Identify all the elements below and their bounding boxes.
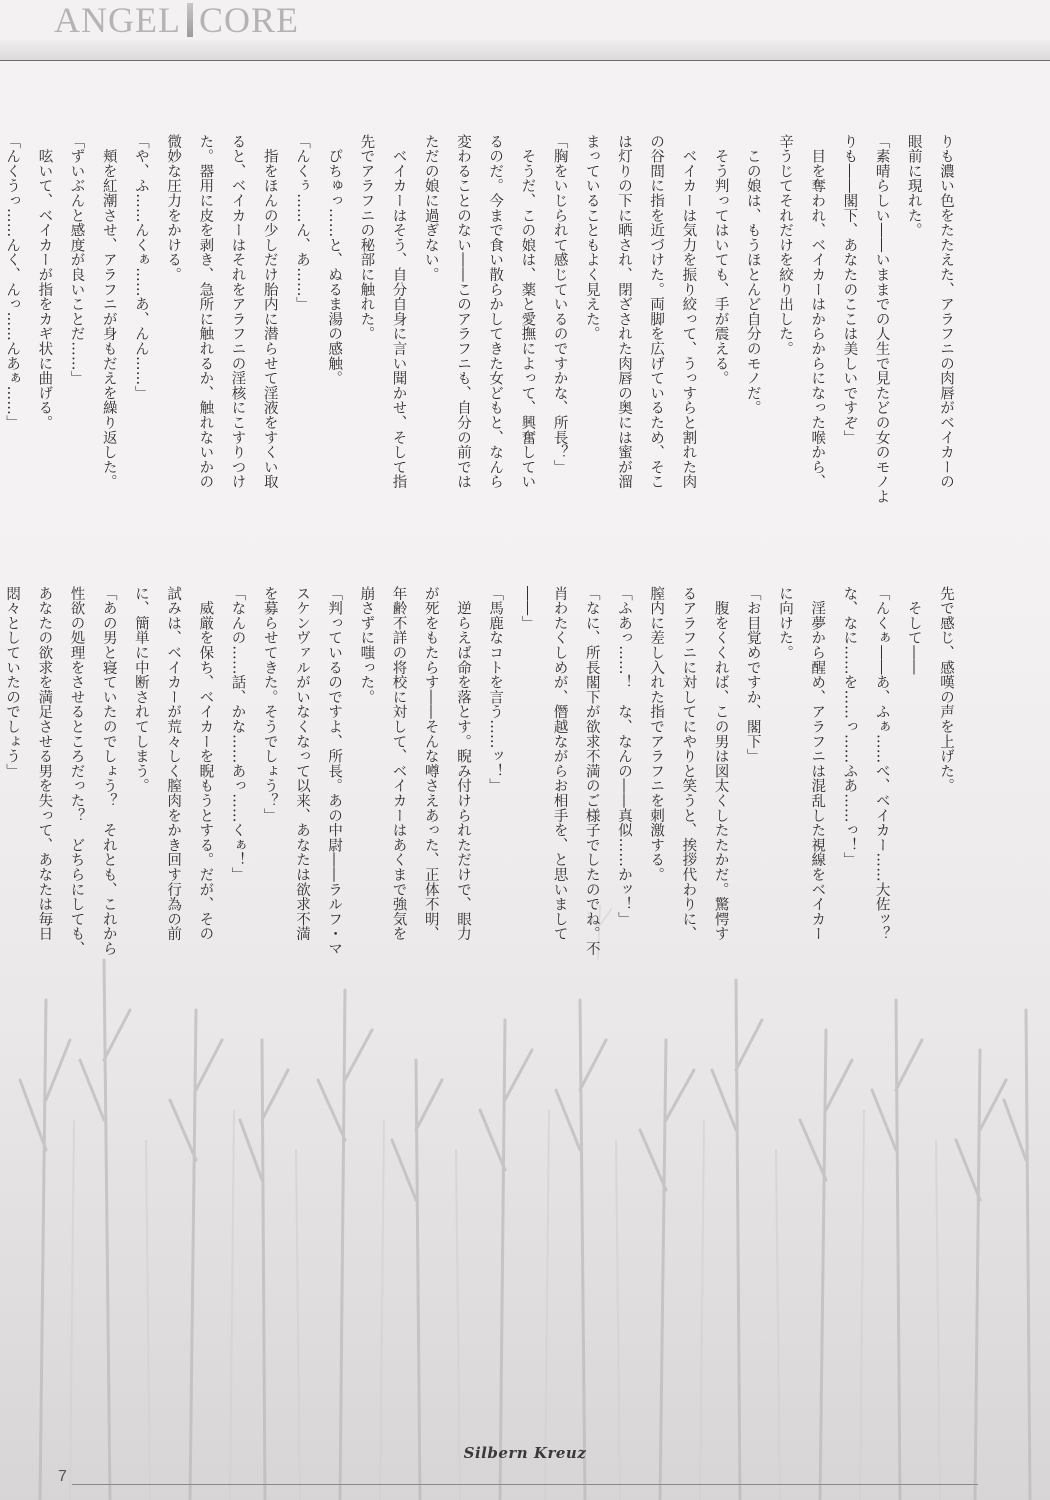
text-column: 「判っているのですよ、所長。あの中尉――ラルフ・マ	[326, 586, 343, 956]
text-column: るのだ。今まで食い散らかしてきた女どもと、なんら	[487, 134, 504, 490]
text-column: スケンヴァルがいなくなって以来、あなたは欲求不満	[293, 586, 310, 942]
text-column: 逆らえば命を落とす。睨み付けられただけで、眼力	[454, 586, 471, 942]
text-column: ベイカーはそう、自分自身に言い聞かせ、そして指	[390, 134, 407, 490]
text-column: 「胸をいじられて感じているのですかな、所長？」	[551, 134, 568, 475]
text-column: そう判ってはいても、手が震える。	[712, 134, 729, 386]
text-column: 「お目覚めですか、閣下」	[744, 586, 761, 764]
footer-divider	[72, 1484, 978, 1485]
text-column: 「馬鹿なコトを言う……ッ！」	[487, 586, 504, 794]
header-band	[0, 40, 1050, 60]
text-column: 膣内に差し入れた指でアラフニを刺激する。	[648, 586, 665, 882]
text-column: 微妙な圧力をかける。	[165, 134, 182, 282]
text-column: 変わることのない――このアラフニも、自分の前では	[454, 134, 471, 490]
text-column: に、簡単に中断されてしまう。	[132, 586, 149, 794]
logo-text-right: CORE	[198, 0, 299, 40]
text-column: ――」	[519, 586, 536, 631]
text-column: この娘は、もうほとんど自分のモノだ。	[744, 134, 761, 416]
text-column: が死をもたらす――そんな噂さえあった、正体不明、	[422, 586, 439, 942]
text-column: 「や、ふ……んくぁ……あ、んん……」	[132, 134, 149, 401]
text-column: 「あの男と寝ていたのでしょう？ それとも、これから	[100, 586, 117, 956]
footer-title: Silbern Kreuz	[463, 1444, 587, 1462]
text-column: そうだ、この娘は、薬と愛撫によって、興奮してい	[519, 134, 536, 490]
text-column: 年齢不詳の将校に対して、ベイカーはあくまで強気を	[390, 586, 407, 942]
text-column: ベイカーは気力を振り絞って、うっすらと割れた肉	[680, 134, 697, 490]
logo-text-left: ANGEL	[54, 0, 181, 40]
text-column: 「んくうっ……んく、んっ……んあぁ……」	[4, 134, 21, 430]
text-column: を募らせてきた。そうでしょう？」	[261, 586, 278, 823]
text-column: 指をほんの少しだけ胎内に潜らせて淫液をすくい取	[261, 134, 278, 490]
text-column: あなたの欲求を満足させる男を失って、あなたは毎日	[36, 586, 53, 942]
text-column: 威厳を保ち、ベイカーを睨もうとする。だが、その	[197, 586, 214, 942]
text-column: 目を奪われ、ベイカーはからからになった喉から、	[809, 134, 826, 490]
text-column: ただの娘に過ぎない。	[422, 134, 439, 282]
text-column: りも――閣下、あなたのここは美しいですぞ」	[841, 134, 858, 445]
text-column: 先でアラフニの秘部に触れた。	[358, 134, 375, 342]
text-column: 崩さずに嗤った。	[358, 586, 375, 705]
text-column: の谷間に指を近づけた。両脚を広げているため、そこ	[648, 134, 665, 490]
body-text-lower-block	[4, 586, 962, 974]
text-column: な、なに……を……っ……ふあ……っ！」	[841, 586, 858, 868]
text-column: 淫夢から醒め、アラフニは混乱した視線をベイカー	[809, 586, 826, 942]
text-column: 腹をくくれば、この男は図太くしたたかだ。驚愕す	[712, 586, 729, 942]
text-column: りも濃い色をたたえた、アラフニの肉唇がベイカーの	[938, 134, 954, 490]
text-column: 性欲の処理をさせるところだった？ どちらにしても、	[68, 586, 85, 956]
text-column: 肖わたくしめが、僭越ながらお相手を、と思いまして	[551, 586, 568, 942]
body-text-upper-block	[4, 134, 962, 522]
text-column: 呟いて、ベイカーが指をカギ状に曲げる。	[36, 134, 53, 430]
text-column: 試みは、ベイカーが荒々しく膣肉をかき回す行為の前	[165, 586, 182, 942]
text-column: そして――	[905, 586, 922, 675]
text-column: 眼前に現れた。	[905, 134, 922, 238]
text-column: 「ふあっ……！ な、なんの――真似……かッ！」	[615, 586, 632, 927]
text-column: ると、ベイカーはそれをアラフニの淫核にこすりつけ	[229, 134, 246, 490]
text-column: 「んくぅ……ん、あ……」	[293, 134, 310, 312]
text-column: 「なんの……話、かな……あっ……くぁ！」	[229, 586, 246, 882]
text-column: に向けた。	[776, 586, 793, 660]
logo-separator-icon	[187, 3, 193, 37]
text-column: 頬を紅潮させ、アラフニが身もだえを繰り返した。	[100, 134, 117, 490]
text-column: まっていることもよく見えた。	[583, 134, 600, 342]
text-column: 「素晴らしい――いままでの人生で見たどの女のモノよ	[873, 134, 890, 504]
text-column: ぴちゅっ……と、ぬるま湯の感触。	[326, 134, 343, 386]
page-number: 7	[58, 1468, 67, 1485]
text-column: 「なに、所長閣下が欲求不満のご様子でしたのでね。不	[583, 586, 600, 956]
text-column: るアラフニに対してにやりと笑うと、挨拶代わりに、	[680, 586, 697, 942]
header-divider	[0, 60, 1050, 61]
text-column: た。器用に皮を剥き、急所に触れるか、触れないかの	[197, 134, 214, 490]
text-column: は灯りの下に晒され、閉ざされた肉唇の奥には蜜が溜	[615, 134, 632, 490]
text-column: 辛うじてそれだけを絞り出した。	[776, 134, 793, 356]
header-logo	[54, 2, 299, 38]
text-column: 「んくぁ――あ、ふぁ……べ、ベイカー……大佐ッ？	[873, 586, 890, 942]
text-column: 悶々としていたのでしょう」	[4, 586, 21, 779]
text-column: 先で感じ、感嘆の声を上げた。	[938, 586, 954, 794]
text-column: 「ずいぶんと感度が良いことだ……」	[68, 134, 85, 386]
